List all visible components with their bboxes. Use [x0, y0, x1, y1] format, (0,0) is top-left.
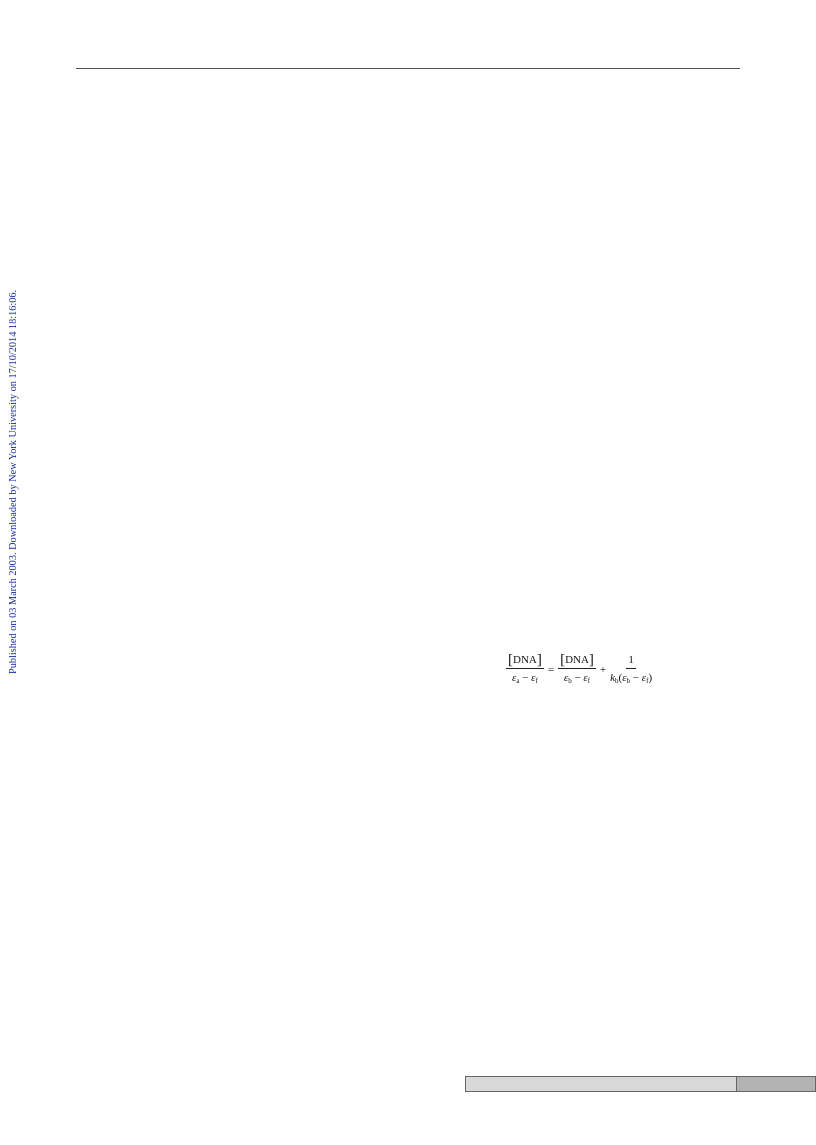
rhs2-den-b-sub: f: [646, 676, 649, 685]
rhs2-den-k-sub: b: [615, 676, 619, 685]
rhs2-den-close: ): [648, 671, 653, 684]
rhs2-den-k: k: [610, 671, 616, 684]
binding-equation: [504, 650, 654, 690]
lhs-den-a-sub: a: [516, 676, 520, 685]
lhs-den-a: ε: [511, 671, 517, 684]
lhs-den-b-sub: f: [535, 676, 538, 685]
footer-bar-light-segment: [465, 1076, 737, 1092]
rhs1-den-b-sub: f: [587, 676, 591, 685]
rhs2-den-open: (: [618, 671, 623, 684]
rhs1-den-a-sub: b: [568, 676, 572, 685]
lhs-numerator: [DNA]: [508, 651, 542, 668]
equals-sign: =: [547, 664, 555, 676]
rhs1-denominator: [564, 669, 590, 688]
header-rule: [76, 68, 740, 69]
footer-bar: [465, 1076, 816, 1092]
rhs2-den-a: ε: [622, 671, 627, 684]
rhs1-den-a: ε: [563, 671, 569, 684]
lhs-den-b: ε: [531, 671, 536, 684]
rhs1-fraction: [556, 653, 598, 688]
lhs-num-text: DNA: [513, 653, 537, 666]
rhs1-den-b: ε: [583, 671, 588, 684]
rhs2-den-b: ε: [641, 671, 647, 684]
plus-sign: +: [599, 664, 607, 676]
lhs-den-minus: −: [522, 671, 529, 684]
download-notice: Published on 03 March 2003. Downloaded by New York University on 17/10/2014 18:16:06.: [8, 289, 19, 674]
rhs2-denominator: [610, 669, 652, 688]
rhs2-fraction: [608, 653, 654, 688]
rhs2-den-minus: −: [632, 671, 639, 684]
rhs1-num-text: DNA: [565, 653, 589, 666]
lhs-fraction: [504, 653, 546, 688]
footer-bar-dark-segment: [737, 1076, 816, 1092]
rhs2-numerator: 1: [626, 653, 636, 669]
rhs1-den-minus: −: [574, 671, 581, 684]
rhs2-den-a-sub: b: [626, 676, 631, 685]
rhs1-numerator: [DNA]: [560, 651, 594, 668]
lhs-denominator: [512, 669, 538, 688]
